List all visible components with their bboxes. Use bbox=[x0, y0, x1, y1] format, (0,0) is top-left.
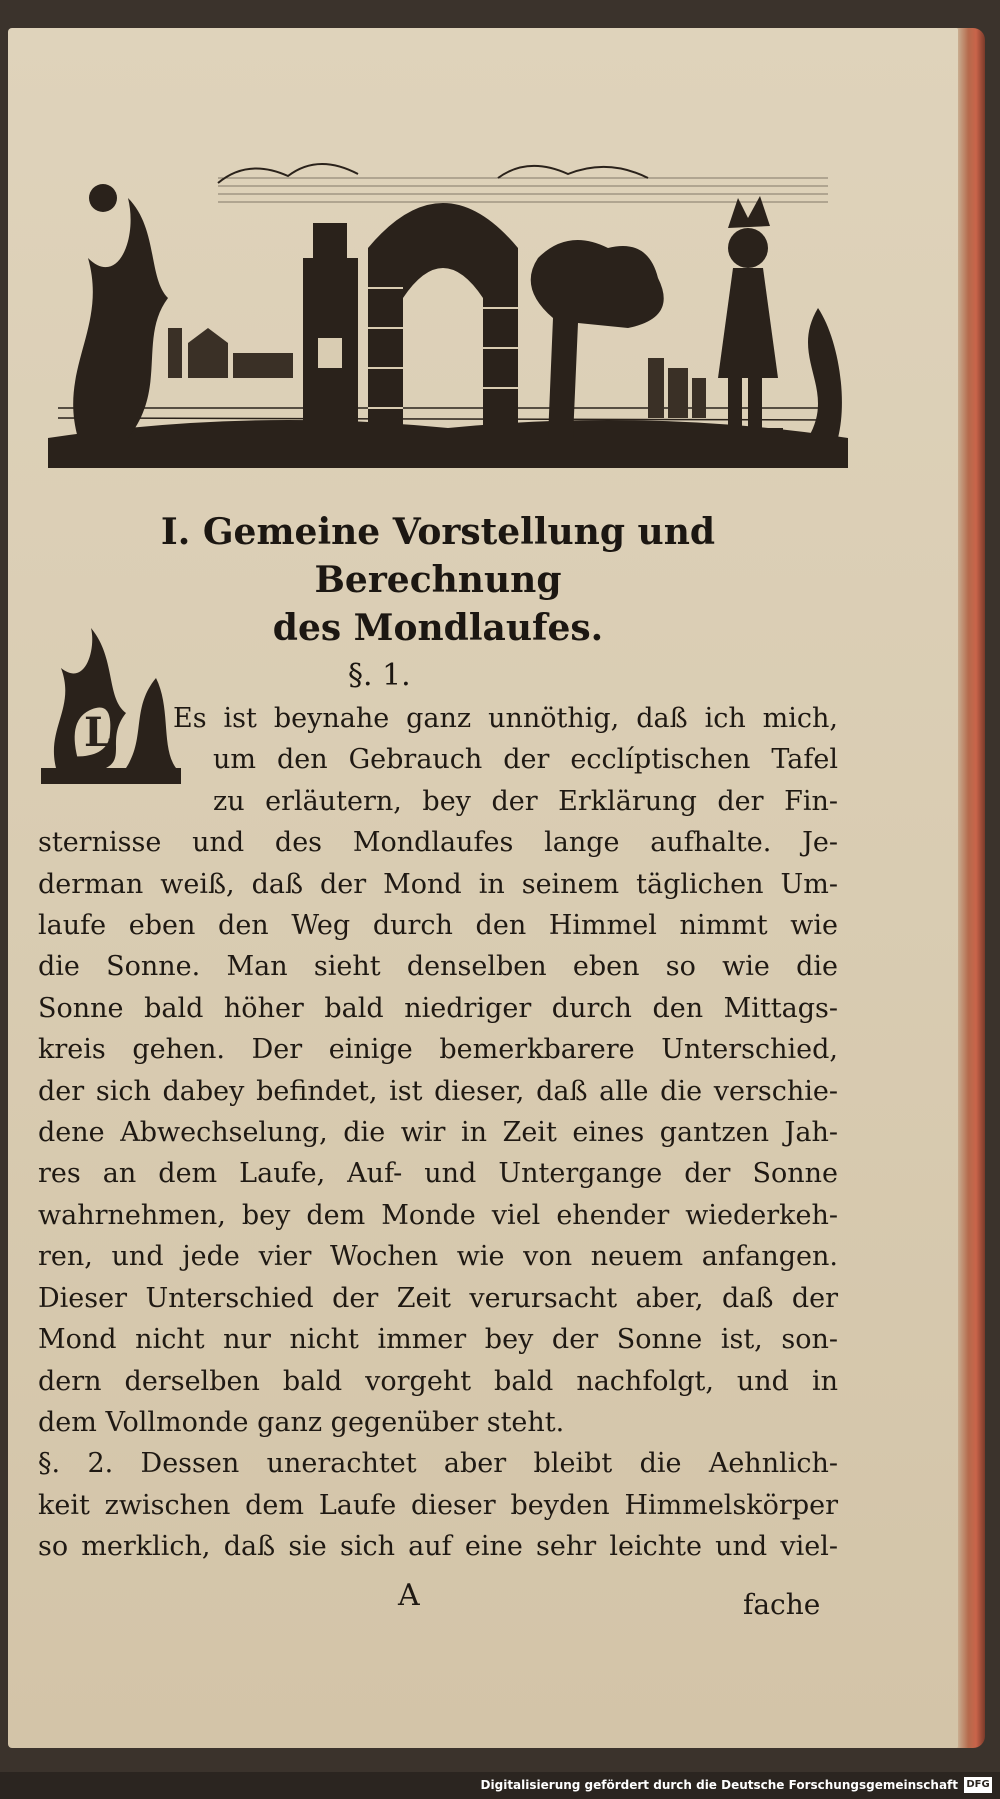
book-page bbox=[8, 28, 958, 1748]
section-number: §. 1. bbox=[348, 658, 411, 693]
dfg-logo: DFG bbox=[964, 1777, 992, 1793]
text-line: Mond nicht nur nicht immer bey der Sonne ist, son- bbox=[38, 1324, 838, 1356]
text-line: wahrnehmen, bey dem Monde viel ehender wiederkeh- bbox=[38, 1199, 838, 1231]
text-line: res an dem Laufe, Auf- und Untergange der Sonne bbox=[38, 1158, 838, 1190]
text-line: Dieser Unterschied der Zeit verursacht aber, daß der bbox=[38, 1282, 838, 1314]
catchword: fache bbox=[743, 1588, 821, 1621]
ruins-vignette-image bbox=[48, 138, 848, 468]
text-line: derman weiß, daß der Mond in seinem täglichen Um- bbox=[38, 868, 838, 900]
footer-credit-text: Digitalisierung gefördert durch die Deutsche Forschungsgemeinschaft bbox=[480, 1778, 958, 1792]
page-edge bbox=[955, 28, 985, 1748]
text-line: sternisse und des Mondlaufes lange aufhalte. Je- bbox=[38, 827, 838, 859]
signature-mark: A bbox=[398, 1578, 420, 1613]
text-line: Sonne bald höher bald niedriger durch den Mittags- bbox=[38, 992, 838, 1024]
text-line: dern derselben bald vorgeht bald nachfolgt, und in bbox=[38, 1365, 838, 1397]
text-line: dene Abwechselung, die wir in Zeit eines gantzen Jah- bbox=[38, 1117, 838, 1149]
text-line: ren, und jede vier Wochen wie von neuem anfangen. bbox=[38, 1241, 838, 1273]
footer-bar bbox=[0, 1772, 1000, 1799]
text-line: so merklich, daß sie sich auf eine sehr leichte und viel- bbox=[38, 1531, 838, 1563]
text-line: §. 2. Dessen unerachtet aber bleibt die Aehnlich- bbox=[38, 1448, 838, 1480]
svg-text:L: L bbox=[83, 709, 113, 756]
text-line: kreis gehen. Der einige bemerkbarere Unterschied, bbox=[38, 1034, 838, 1066]
text-line: keit zwischen dem Laufe dieser beyden Himmelskörper bbox=[38, 1489, 838, 1521]
text-line: Es ist beynahe ganz unnöthig, daß ich mich, bbox=[173, 703, 838, 734]
text-line: dem Vollmonde ganz gegenüber steht. bbox=[38, 1406, 565, 1438]
text-line: der sich dabey befindet, ist dieser, daß alle die verschie- bbox=[38, 1075, 838, 1107]
chapter-title-line1: I. Gemeine Vorstellung und Berechnung bbox=[160, 511, 716, 601]
text-line: laufe eben den Weg durch den Himmel nimmt wie bbox=[38, 910, 838, 942]
body-text bbox=[38, 698, 838, 1568]
text-line: die Sonne. Man sieht denselben eben so wie die bbox=[38, 951, 838, 983]
text-line: um den Gebrauch der ecclíptischen Tafel bbox=[213, 744, 838, 776]
chapter-title-line2: des Mondlaufes. bbox=[272, 607, 604, 649]
text-line: zu erläutern, bey der Erklärung der Fin- bbox=[213, 785, 838, 817]
